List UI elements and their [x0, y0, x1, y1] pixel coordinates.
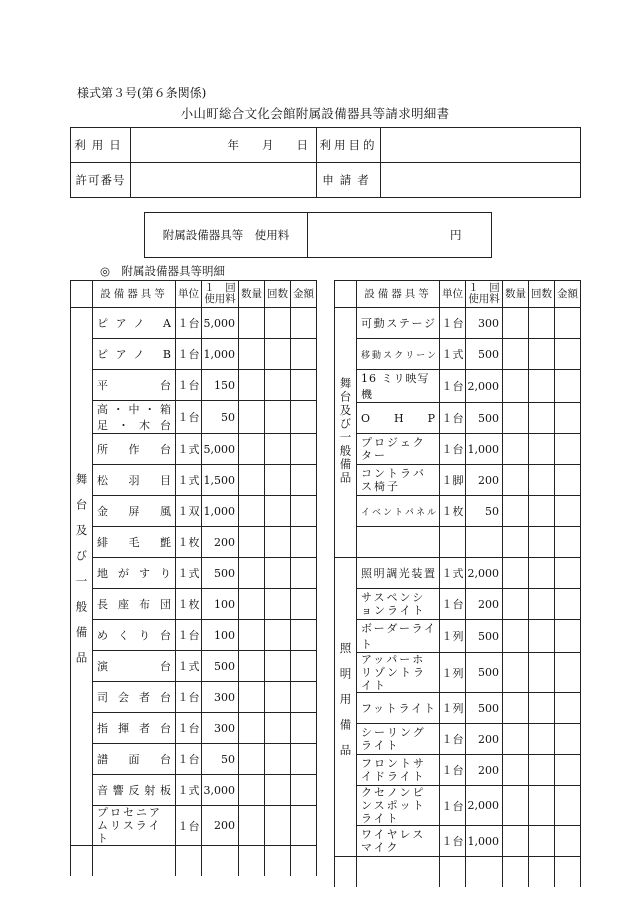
item-unit: １台	[176, 713, 202, 744]
item-name: 地がすり	[93, 558, 176, 589]
item-fee: 500	[466, 403, 503, 434]
item-name: 緋毛氈	[93, 527, 176, 558]
col-qty-header: 数量	[503, 281, 529, 308]
item-times-input[interactable]	[529, 465, 555, 496]
item-fee: 500	[202, 651, 239, 682]
item-name: 演台	[93, 651, 176, 682]
table-row	[71, 589, 317, 620]
item-fee: 300	[466, 308, 503, 339]
item-qty-input[interactable]	[503, 465, 529, 496]
item-name: O H P	[357, 403, 440, 434]
item-qty-input[interactable]	[503, 786, 529, 826]
col-fee-header: １ 回 使用料	[202, 281, 239, 308]
item-fee: 500	[466, 653, 503, 693]
item-unit: １列	[440, 653, 466, 693]
item-fee: 500	[466, 339, 503, 370]
item-fee: 2,000	[466, 558, 503, 589]
item-name: 16 ミリ映写機	[357, 370, 440, 403]
item-amount-input[interactable]	[555, 620, 581, 653]
item-amount-input[interactable]	[291, 434, 317, 465]
fee-total-unit: 円	[450, 228, 462, 242]
table-row	[71, 496, 317, 527]
item-amount-input[interactable]	[291, 806, 317, 846]
item-times-input[interactable]	[265, 339, 291, 370]
item-qty-input[interactable]	[239, 651, 265, 682]
col-times-header: 回数	[529, 281, 555, 308]
item-name: 高・中・箱足・木台	[93, 401, 176, 434]
item-name: 移動スクリーン	[357, 339, 440, 370]
item-times-input[interactable]	[265, 434, 291, 465]
item-name: フットライト	[357, 693, 440, 724]
table-row	[71, 806, 317, 846]
item-unit: １列	[440, 693, 466, 724]
item-qty-input[interactable]	[239, 806, 265, 846]
category-label-stage-general: 舞台及び一般備品	[71, 308, 93, 846]
item-unit: １枚	[176, 589, 202, 620]
item-unit: １台	[176, 806, 202, 846]
table-row	[71, 401, 317, 434]
col-unit-header: 単位	[176, 281, 202, 308]
table-row	[71, 308, 317, 339]
item-unit: １列	[440, 620, 466, 653]
item-amount-input[interactable]	[291, 744, 317, 775]
col-amount-header: 金額	[291, 281, 317, 308]
item-amount-input[interactable]	[291, 775, 317, 806]
table-row	[335, 370, 581, 403]
table-row	[71, 434, 317, 465]
usage-date-field[interactable]: 年 月 日	[131, 128, 317, 163]
item-amount-input[interactable]	[291, 651, 317, 682]
item-amount-input[interactable]	[555, 589, 581, 620]
item-name: コントラバス椅子	[357, 465, 440, 496]
item-name: 長座布団	[93, 589, 176, 620]
item-qty-input[interactable]	[239, 496, 265, 527]
item-qty-input[interactable]	[239, 775, 265, 806]
item-qty-input[interactable]	[503, 826, 529, 857]
table-row	[71, 713, 317, 744]
col-name-header: 設備器具等	[93, 281, 176, 308]
item-qty-input[interactable]	[239, 713, 265, 744]
item-fee: 2,000	[466, 786, 503, 826]
fee-total-label: 附属設備器具等 使用料	[162, 228, 290, 242]
item-name: ピアノ A	[93, 308, 176, 339]
item-amount-input[interactable]	[555, 693, 581, 724]
item-fee: 500	[202, 558, 239, 589]
item-times-input[interactable]	[529, 496, 555, 527]
item-qty-input[interactable]	[503, 339, 529, 370]
item-fee: 150	[202, 370, 239, 401]
table-row	[335, 589, 581, 620]
item-times-input[interactable]	[265, 620, 291, 651]
item-unit: １枚	[176, 527, 202, 558]
item-amount-input[interactable]	[555, 465, 581, 496]
item-times-input[interactable]	[265, 558, 291, 589]
table-row	[335, 434, 581, 465]
item-name: アッパーホリゾントライト	[357, 653, 440, 693]
item-fee: 200	[202, 527, 239, 558]
item-times-input[interactable]	[265, 682, 291, 713]
item-times-input[interactable]	[529, 308, 555, 339]
item-fee: 3,000	[202, 775, 239, 806]
item-times-input[interactable]	[529, 403, 555, 434]
table-row	[335, 308, 581, 339]
item-times-input[interactable]	[529, 826, 555, 857]
item-qty-input[interactable]	[239, 401, 265, 434]
item-qty-input[interactable]	[503, 724, 529, 755]
item-unit: １台	[440, 826, 466, 857]
item-times-input[interactable]	[529, 370, 555, 403]
table-row	[71, 651, 317, 682]
item-fee: 1,000	[202, 339, 239, 370]
item-unit: １枚	[440, 496, 466, 527]
item-qty-input[interactable]	[503, 434, 529, 465]
table-row	[335, 826, 581, 857]
item-unit: １式	[440, 558, 466, 589]
item-amount-input[interactable]	[291, 370, 317, 401]
item-amount-input[interactable]	[291, 465, 317, 496]
item-qty-input[interactable]	[503, 308, 529, 339]
item-name: 所作台	[93, 434, 176, 465]
item-fee: 100	[202, 589, 239, 620]
item-amount-input[interactable]	[555, 724, 581, 755]
item-times-input[interactable]	[529, 786, 555, 826]
table-row-empty	[335, 527, 581, 558]
item-unit: １式	[176, 558, 202, 589]
table-row	[335, 558, 581, 589]
item-fee: 200	[466, 724, 503, 755]
item-qty-input[interactable]	[239, 308, 265, 339]
item-times-input[interactable]	[265, 744, 291, 775]
item-times-input[interactable]	[529, 339, 555, 370]
category-label-stage-general-right: 舞台及び一般備品	[335, 308, 357, 558]
item-unit: １台	[440, 308, 466, 339]
table-row	[335, 339, 581, 370]
item-times-input[interactable]	[265, 370, 291, 401]
item-fee: 2,000	[466, 370, 503, 403]
item-unit: １式	[176, 434, 202, 465]
item-fee: 50	[202, 401, 239, 434]
item-unit: １台	[176, 370, 202, 401]
table-row	[335, 755, 581, 786]
item-amount-input[interactable]	[291, 558, 317, 589]
item-amount-input[interactable]	[291, 713, 317, 744]
item-times-input[interactable]	[529, 693, 555, 724]
item-unit: １台	[440, 589, 466, 620]
item-unit: １台	[440, 755, 466, 786]
table-row	[71, 370, 317, 401]
item-unit: １台	[440, 403, 466, 434]
item-qty-input[interactable]	[239, 434, 265, 465]
item-times-input[interactable]	[265, 775, 291, 806]
item-times-input[interactable]	[529, 434, 555, 465]
table-row	[335, 724, 581, 755]
item-qty-input[interactable]	[239, 465, 265, 496]
item-name: 指揮者台	[93, 713, 176, 744]
section-title: ◎ 附属設備器具等明細	[100, 264, 226, 278]
item-name: ピアノ B	[93, 339, 176, 370]
item-amount-input[interactable]	[291, 527, 317, 558]
item-fee: 5,000	[202, 434, 239, 465]
item-qty-input[interactable]	[503, 558, 529, 589]
item-times-input[interactable]	[529, 755, 555, 786]
table-row	[71, 339, 317, 370]
item-amount-input[interactable]	[555, 403, 581, 434]
item-amount-input[interactable]	[291, 589, 317, 620]
table-row	[71, 465, 317, 496]
usage-date-label: 利用日	[71, 128, 131, 163]
item-name: 照明調光装置	[357, 558, 440, 589]
item-name: 金屏風	[93, 496, 176, 527]
fee-total-divider	[307, 213, 308, 257]
item-amount-input[interactable]	[291, 620, 317, 651]
item-unit: １脚	[440, 465, 466, 496]
form-number: 様式第３号(第６条関係)	[77, 86, 207, 100]
col-unit-header: 単位	[440, 281, 466, 308]
item-amount-input[interactable]	[555, 653, 581, 693]
item-name: ボーダーライト	[357, 620, 440, 653]
item-fee: 50	[466, 496, 503, 527]
item-qty-input[interactable]	[503, 496, 529, 527]
item-qty-input[interactable]	[239, 370, 265, 401]
item-name: プロジェクター	[357, 434, 440, 465]
item-amount-input[interactable]	[555, 308, 581, 339]
table-row	[71, 620, 317, 651]
col-qty-header: 数量	[239, 281, 265, 308]
item-name: クセノンピンスポットライト	[357, 786, 440, 826]
item-unit: １式	[176, 775, 202, 806]
header-table	[70, 127, 581, 198]
item-name: シーリングライト	[357, 724, 440, 755]
table-row	[335, 693, 581, 724]
item-name: めくり台	[93, 620, 176, 651]
item-name: 音響反射板	[93, 775, 176, 806]
item-amount-input[interactable]	[555, 558, 581, 589]
item-qty-input[interactable]	[239, 558, 265, 589]
table-row	[335, 403, 581, 434]
item-fee: 1,000	[466, 826, 503, 857]
table-row	[71, 527, 317, 558]
item-unit: １台	[176, 308, 202, 339]
item-fee: 1,000	[202, 496, 239, 527]
item-qty-input[interactable]	[503, 693, 529, 724]
item-name: 松羽目	[93, 465, 176, 496]
item-fee: 1,000	[466, 434, 503, 465]
item-fee: 500	[466, 693, 503, 724]
usage-purpose-label: 利用目的	[317, 128, 381, 163]
category-header	[335, 281, 357, 308]
item-amount-input[interactable]	[555, 339, 581, 370]
item-times-input[interactable]	[265, 308, 291, 339]
item-unit: １式	[440, 339, 466, 370]
item-fee: 50	[202, 744, 239, 775]
table-row	[335, 620, 581, 653]
right-equipment-table	[334, 280, 581, 887]
item-times-input[interactable]	[265, 496, 291, 527]
applicant-field[interactable]	[381, 163, 581, 198]
item-name: イベントパネル	[357, 496, 440, 527]
item-times-input[interactable]	[265, 589, 291, 620]
item-fee: 300	[202, 682, 239, 713]
item-qty-input[interactable]	[503, 620, 529, 653]
item-fee: 200	[466, 465, 503, 496]
item-qty-input[interactable]	[239, 339, 265, 370]
item-fee: 100	[202, 620, 239, 651]
fee-total-box	[144, 212, 492, 258]
table-row	[71, 682, 317, 713]
item-times-input[interactable]	[265, 401, 291, 434]
item-qty-input[interactable]	[503, 653, 529, 693]
item-fee: 5,000	[202, 308, 239, 339]
item-fee: 1,500	[202, 465, 239, 496]
item-amount-input[interactable]	[555, 826, 581, 857]
item-unit: １台	[440, 370, 466, 403]
item-amount-input[interactable]	[555, 496, 581, 527]
item-times-input[interactable]	[265, 806, 291, 846]
item-amount-input[interactable]	[555, 434, 581, 465]
item-fee: 300	[202, 713, 239, 744]
item-fee: 500	[466, 620, 503, 653]
item-qty-input[interactable]	[503, 589, 529, 620]
item-unit: １台	[176, 620, 202, 651]
col-name-header: 設備器具等	[357, 281, 440, 308]
item-times-input[interactable]	[265, 527, 291, 558]
item-times-input[interactable]	[265, 465, 291, 496]
table-row	[71, 744, 317, 775]
item-name: 譜面台	[93, 744, 176, 775]
item-unit: １台	[176, 401, 202, 434]
item-amount-input[interactable]	[555, 370, 581, 403]
document-title: 小山町総合文化会館附属設備器具等請求明細書	[180, 106, 450, 121]
item-unit: １台	[440, 434, 466, 465]
item-amount-input[interactable]	[291, 339, 317, 370]
item-qty-input[interactable]	[239, 744, 265, 775]
item-unit: １台	[440, 786, 466, 826]
item-qty-input[interactable]	[239, 527, 265, 558]
item-name: プロセニアムリスライト	[93, 806, 176, 846]
table-row	[335, 786, 581, 826]
item-unit: １台	[176, 744, 202, 775]
item-name: ワイヤレスマイク	[357, 826, 440, 857]
table-row	[71, 558, 317, 589]
item-qty-input[interactable]	[503, 370, 529, 403]
col-times-header: 回数	[265, 281, 291, 308]
item-times-input[interactable]	[529, 589, 555, 620]
item-unit: １式	[176, 465, 202, 496]
table-row	[335, 496, 581, 527]
item-unit: １台	[176, 339, 202, 370]
table-row	[335, 653, 581, 693]
usage-purpose-field[interactable]	[381, 128, 581, 163]
col-fee-header: １ 回 使用料	[466, 281, 503, 308]
item-times-input[interactable]	[265, 651, 291, 682]
category-label-lighting: 照明用備品	[335, 558, 357, 857]
item-times-input[interactable]	[529, 620, 555, 653]
item-fee: 200	[466, 589, 503, 620]
item-amount-input[interactable]	[291, 496, 317, 527]
item-amount-input[interactable]	[291, 308, 317, 339]
item-amount-input[interactable]	[291, 401, 317, 434]
item-fee: 200	[466, 755, 503, 786]
permit-number-label: 許可番号	[71, 163, 131, 198]
item-unit: １台	[440, 724, 466, 755]
item-unit: １台	[176, 682, 202, 713]
col-amount-header: 金額	[555, 281, 581, 308]
item-amount-input[interactable]	[555, 755, 581, 786]
item-name: サスペンションライト	[357, 589, 440, 620]
permit-number-field[interactable]	[131, 163, 317, 198]
category-header	[71, 281, 93, 308]
item-qty-input[interactable]	[239, 682, 265, 713]
item-name: フロントサイドライト	[357, 755, 440, 786]
item-fee: 200	[202, 806, 239, 846]
item-times-input[interactable]	[529, 653, 555, 693]
item-qty-input[interactable]	[503, 755, 529, 786]
item-qty-input[interactable]	[239, 589, 265, 620]
item-name: 平台	[93, 370, 176, 401]
item-times-input[interactable]	[529, 558, 555, 589]
item-name: 司会者台	[93, 682, 176, 713]
item-times-input[interactable]	[529, 724, 555, 755]
item-name: 可動ステージ	[357, 308, 440, 339]
item-amount-input[interactable]	[555, 786, 581, 826]
item-amount-input[interactable]	[291, 682, 317, 713]
table-row	[71, 775, 317, 806]
item-unit: １式	[176, 651, 202, 682]
table-row	[335, 465, 581, 496]
item-qty-input[interactable]	[239, 620, 265, 651]
item-times-input[interactable]	[265, 713, 291, 744]
applicant-label: 申請者	[317, 163, 381, 198]
item-qty-input[interactable]	[503, 403, 529, 434]
item-unit: １双	[176, 496, 202, 527]
left-equipment-table	[70, 280, 317, 876]
